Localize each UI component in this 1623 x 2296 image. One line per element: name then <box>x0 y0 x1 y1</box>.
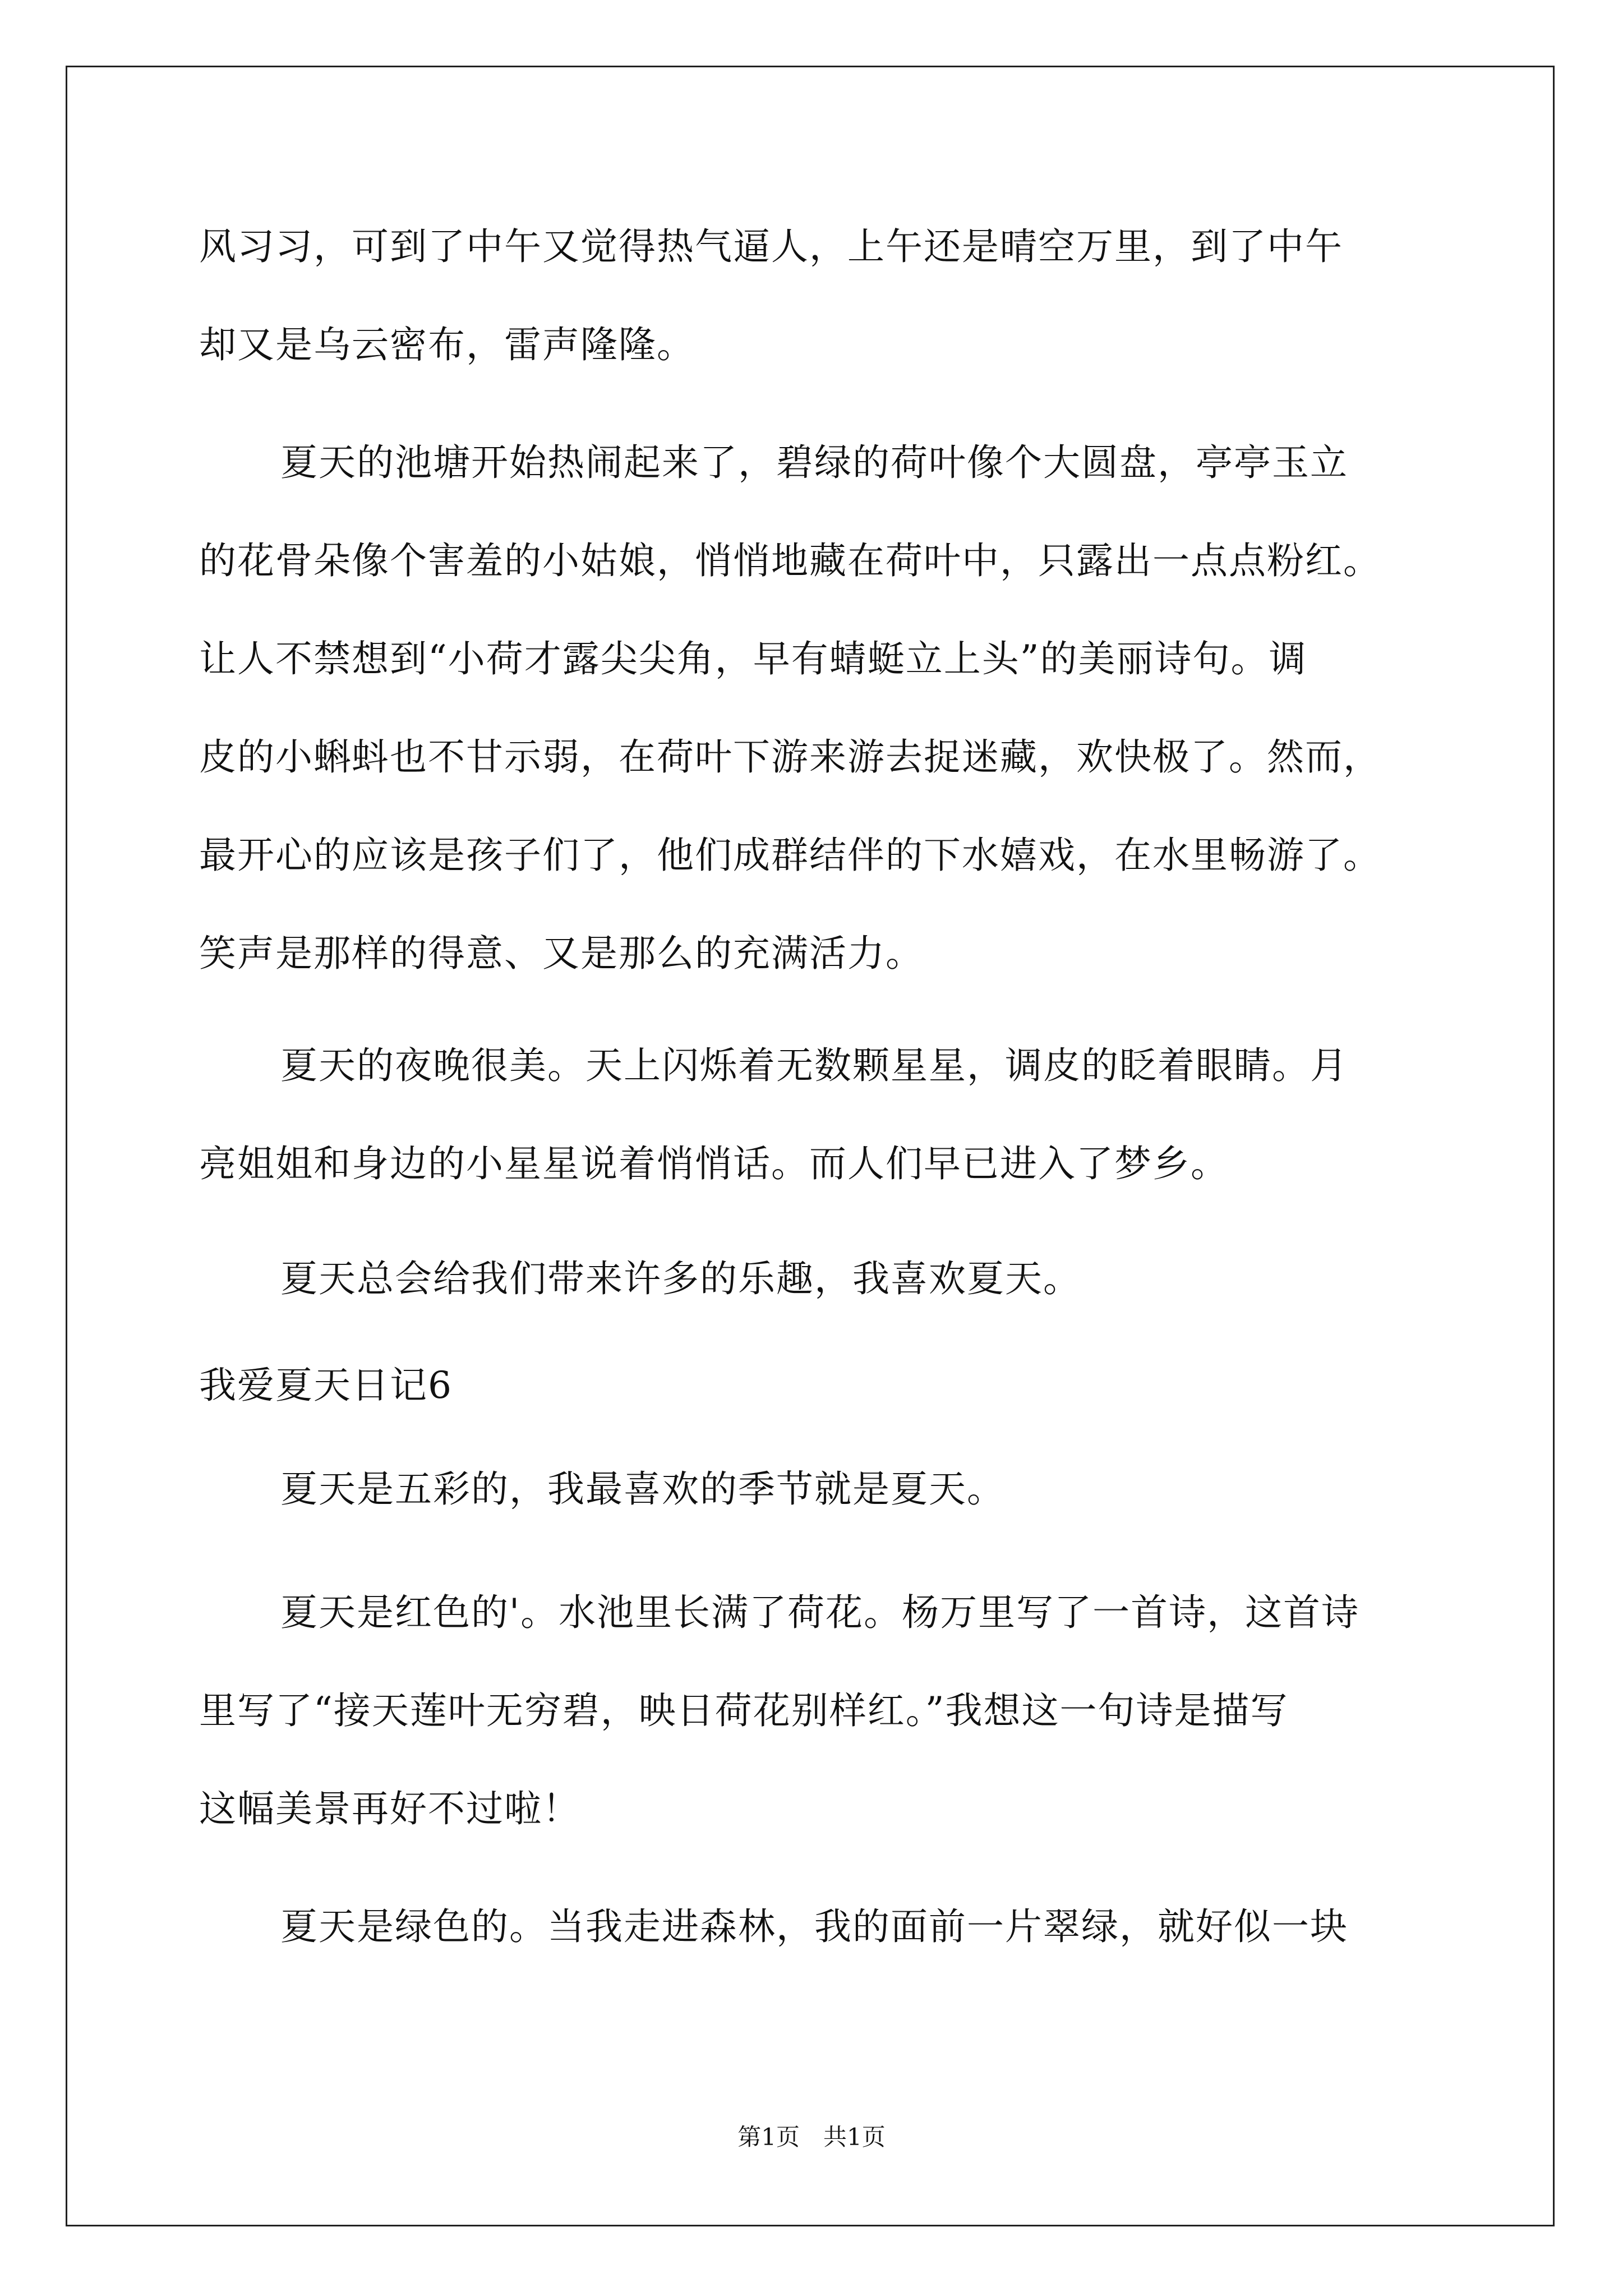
text-line: 夏天是红色的'。水池里长满了荷花。杨万里写了一首诗，这首诗 <box>280 1591 1360 1634</box>
text-line: 皮的小蝌蚪也不甘示弱，在荷叶下游来游去捉迷藏，欢快极了。然而， <box>199 735 1381 779</box>
text-line: 里写了“接天莲叶无穷碧，映日荷花别样红。”我想这一句诗是描写 <box>199 1689 1289 1732</box>
text-line: 夏天的池塘开始热闹起来了，碧绿的荷叶像个大圆盘，亭亭玉立 <box>280 441 1348 484</box>
text-line: 夏天是绿色的。当我走进森林，我的面前一片翠绿，就好似一块 <box>280 1905 1348 1948</box>
text-line: 风习习，可到了中午又觉得热气逼人，上午还是晴空万里，到了中午 <box>199 225 1343 268</box>
text-line: 让人不禁想到“小荷才露尖尖角，早有蜻蜓立上头”的美丽诗句。调 <box>199 637 1307 680</box>
text-line: 这幅美景再好不过啦！ <box>199 1787 580 1830</box>
text-line: 夏天总会给我们带来许多的乐趣，我喜欢夏天。 <box>280 1257 1081 1300</box>
text-line: 夏天是五彩的，我最喜欢的季节就是夏天。 <box>280 1467 1005 1511</box>
section-heading: 我爱夏天日记6 <box>199 1364 453 1407</box>
page-number-footer: 第1页 共1页 <box>737 2123 886 2151</box>
text-line: 最开心的应该是孩子们了，他们成群结伴的下水嬉戏，在水里畅游了。 <box>199 834 1381 877</box>
text-line: 夏天的夜晚很美。天上闪烁着无数颗星星，调皮的眨着眼睛。月 <box>280 1044 1348 1087</box>
text-line: 却又是乌云密布，雷声隆隆。 <box>199 323 695 366</box>
text-line: 笑声是那样的得意、又是那么的充满活力。 <box>199 932 924 975</box>
text-line: 亮姐姐和身边的小星星说着悄悄话。而人们早已进入了梦乡。 <box>199 1142 1229 1185</box>
text-line: 的花骨朵像个害羞的小姑娘，悄悄地藏在荷叶中，只露出一点点粉红。 <box>199 539 1381 582</box>
